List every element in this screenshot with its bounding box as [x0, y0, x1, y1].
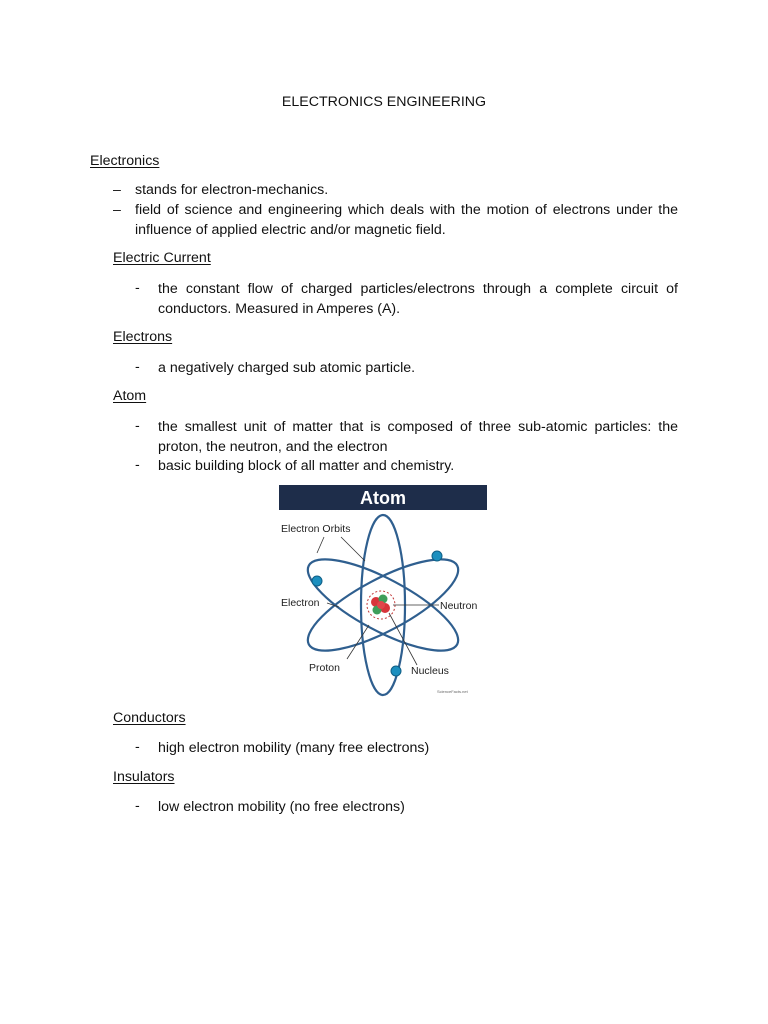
list-item: the smallest unit of matter that is composed of three sub-atomic particles: the proton, the neutron, and the electron	[158, 419, 678, 455]
list-item: high electron mobility (many free electrons)	[158, 740, 430, 756]
section-heading-insulators: Insulators	[113, 769, 175, 785]
list-item: basic building block of all matter and chemistry.	[158, 458, 455, 474]
label-electron-orbits: Electron Orbits	[281, 523, 351, 535]
figure-title: Atom	[360, 488, 406, 508]
bullet-marker: -	[135, 418, 140, 434]
bullet-marker: –	[113, 182, 121, 198]
bullet-marker: -	[135, 457, 140, 473]
electron	[312, 576, 322, 586]
bullet-marker: -	[135, 359, 140, 375]
section-heading-conductors: Conductors	[113, 710, 186, 726]
section-heading-atom: Atom	[113, 388, 147, 404]
electron	[391, 666, 401, 676]
section-heading-electronics: Electronics	[90, 153, 160, 169]
list-item: field of science and engineering which deals with the motion of electrons under the influence of applied electric and/or magnetic field.	[135, 202, 678, 238]
label-neutron: Neutron	[440, 600, 478, 612]
list-item: low electron mobility (no free electrons)	[158, 799, 405, 815]
bullet-marker: -	[135, 798, 140, 814]
figure-watermark: ScienceFacts.net	[437, 689, 468, 694]
bullet-marker: –	[113, 202, 121, 218]
list-item: the constant flow of charged particles/electrons through a complete circuit of conductors. Measured in Amperes (A).	[158, 281, 678, 317]
bullet-marker: -	[135, 739, 140, 755]
atom-diagram	[279, 485, 487, 697]
section-heading-electrons: Electrons	[113, 329, 173, 345]
label-electron: Electron	[281, 597, 320, 609]
proton	[377, 601, 385, 609]
list-item: stands for electron-mechanics.	[135, 182, 329, 198]
bullet-marker: -	[135, 280, 140, 296]
electron	[432, 551, 442, 561]
label-proton: Proton	[309, 662, 340, 674]
label-nucleus: Nucleus	[411, 665, 449, 677]
list-item: a negatively charged sub atomic particle.	[158, 360, 416, 376]
section-heading-electric-current: Electric Current	[113, 250, 211, 266]
document-title: ELECTRONICS ENGINEERING	[281, 94, 487, 110]
